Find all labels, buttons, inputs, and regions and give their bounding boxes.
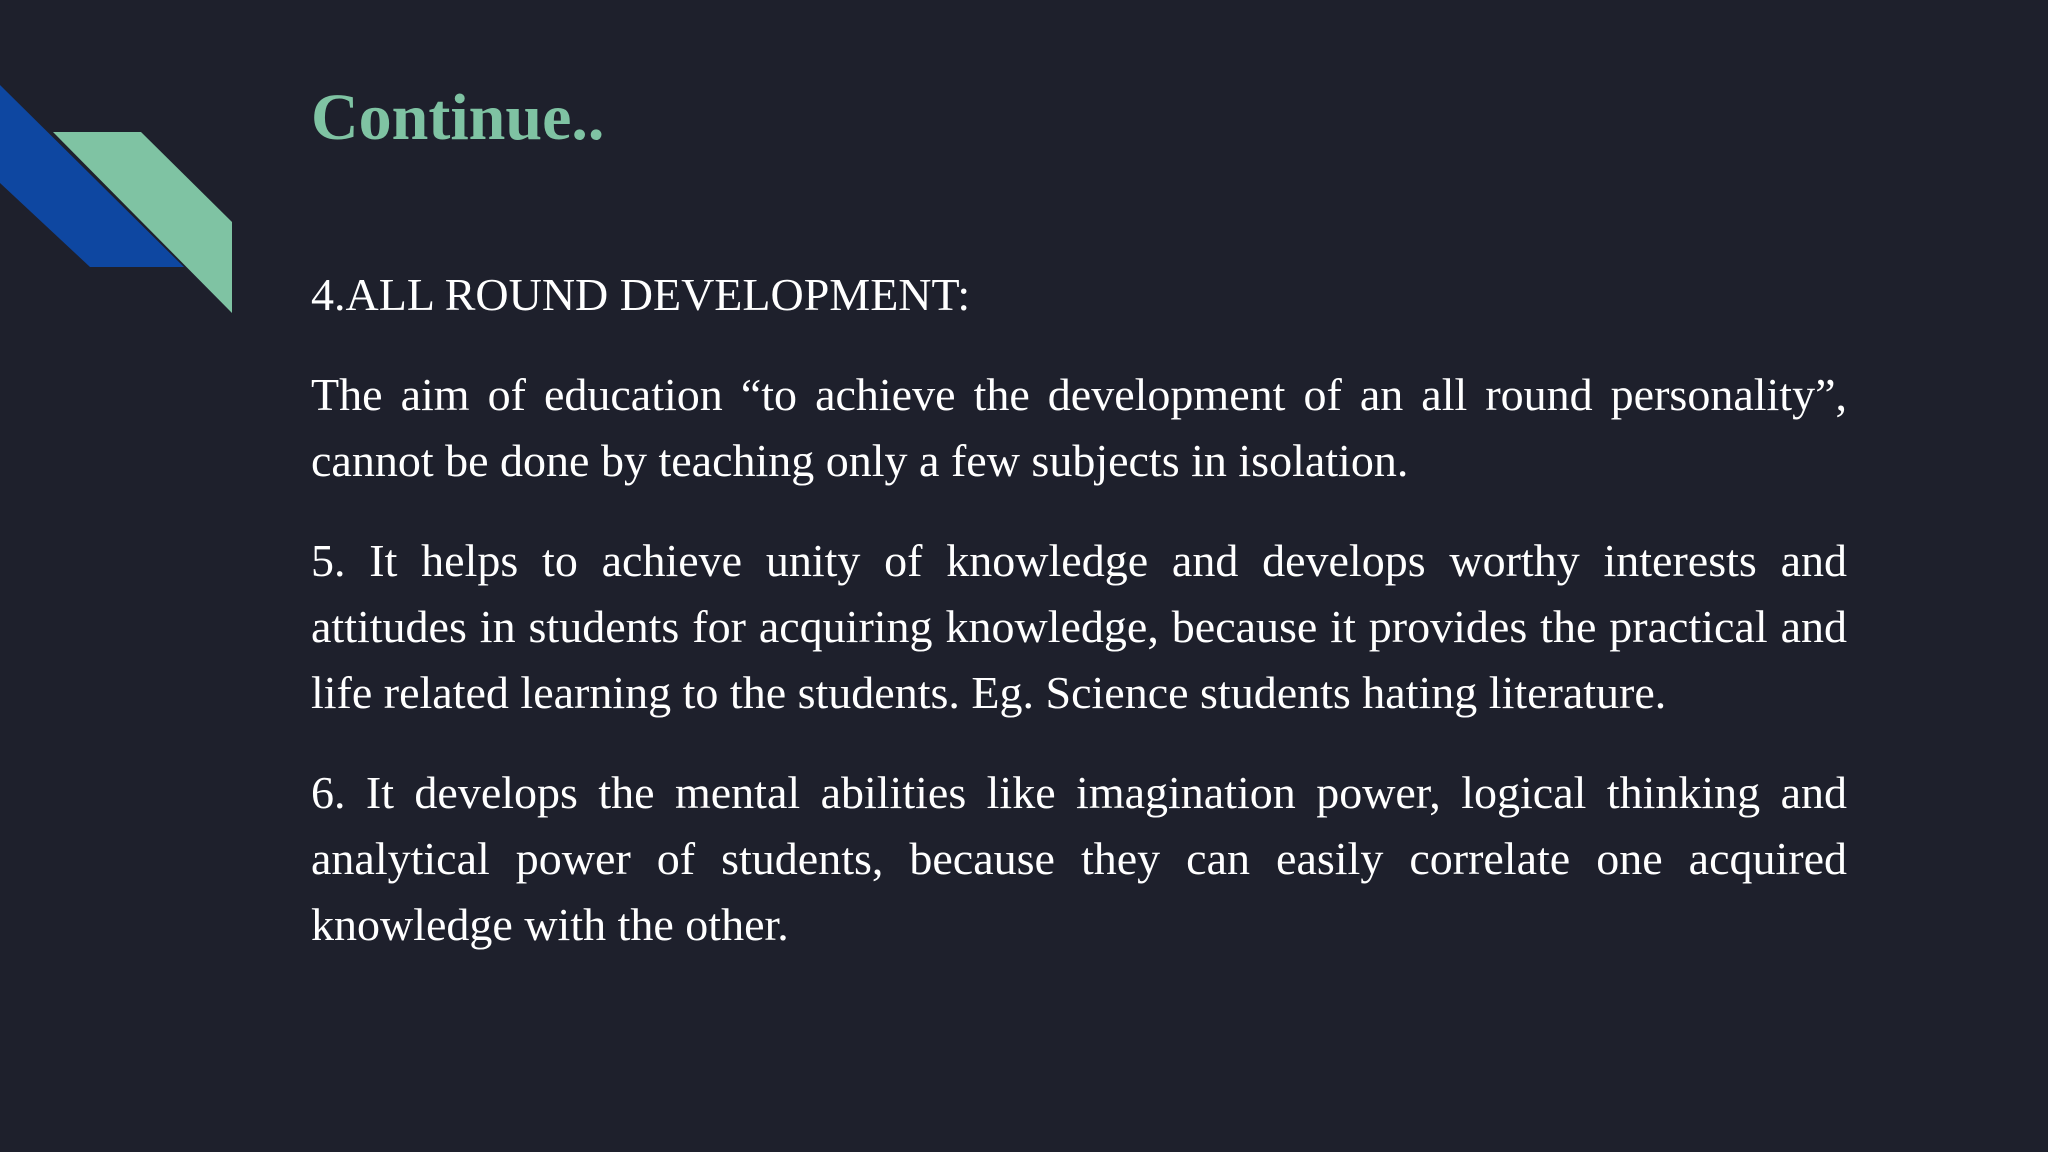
- body-paragraph-aim: The aim of education “to achieve the development of an all round personality”, cannot be done by teaching only a few subjects in isolation.: [311, 369, 1847, 486]
- body-paragraph-point-5: 5. It helps to achieve unity of knowledge and develops worthy interests and attitudes in students for acquiring knowledge, because it provides the practical and life related learning to the students. Eg. Science students hating literature.: [311, 535, 1847, 718]
- slide-body: [311, 262, 1847, 992]
- section-heading: 4.ALL ROUND DEVELOPMENT:: [311, 269, 971, 320]
- slide-title: Continue..: [311, 81, 605, 154]
- corner-accent-decoration: [0, 0, 240, 320]
- body-paragraph-point-6: 6. It develops the mental abilities like imagination power, logical thinking and analytical power of students, because they can easily correlate one acquired knowledge with the other.: [311, 767, 1847, 950]
